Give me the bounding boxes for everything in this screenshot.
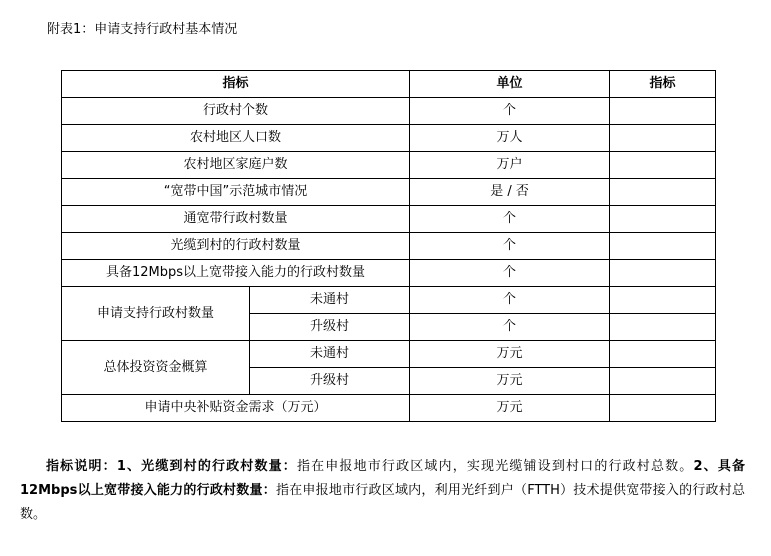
- row-unit: 万元: [410, 395, 610, 422]
- row-value-cell[interactable]: [610, 368, 716, 395]
- table-row: [62, 341, 716, 368]
- row-value-cell[interactable]: [610, 287, 716, 314]
- note-item1-title: 1、光缆到村的行政村数量：: [116, 459, 297, 474]
- row-label: 通宽带行政村数量: [62, 206, 410, 233]
- row-unit: 万元: [410, 368, 610, 395]
- note-item1-text: 指在申报地市行政区域内，实现光缆铺设到村口的行政村总数。: [296, 459, 694, 474]
- row-value-cell[interactable]: [610, 341, 716, 368]
- row-unit: 个: [410, 206, 610, 233]
- row-unit: 万户: [410, 152, 610, 179]
- note-item2-title: 2、具备12Mbps以上宽带接入能力的行政村数量：: [20, 459, 745, 498]
- header-unit: 单位: [410, 71, 610, 98]
- row-unit: 个: [410, 314, 610, 341]
- group-label: 申请支持行政村数量: [62, 287, 250, 341]
- table-row: [62, 125, 716, 152]
- row-unit: 万人: [410, 125, 610, 152]
- table-row: [62, 287, 716, 314]
- row-value-cell[interactable]: [610, 98, 716, 125]
- indicator-notes: [20, 455, 745, 527]
- row-unit: 个: [410, 260, 610, 287]
- row-value-cell[interactable]: [610, 395, 716, 422]
- row-label: “宽带中国”示范城市情况: [62, 179, 410, 206]
- row-value-cell[interactable]: [610, 152, 716, 179]
- note-heading: 指标说明：: [46, 459, 117, 474]
- row-label: 农村地区人口数: [62, 125, 410, 152]
- table-row: [62, 98, 716, 125]
- table-row: [62, 206, 716, 233]
- row-label: 具备12Mbps以上宽带接入能力的行政村数量: [62, 260, 410, 287]
- table-header-row: [62, 71, 716, 98]
- table-row: [62, 260, 716, 287]
- row-value-cell[interactable]: [610, 125, 716, 152]
- subrow-label: 未通村: [250, 287, 410, 314]
- header-indicator-value: 指标: [610, 71, 716, 98]
- village-info-table: [61, 70, 716, 422]
- table-row: [62, 179, 716, 206]
- note-item2-text: 指在申报地市行政区域内，利用光纤到户（FTTH）技术提供宽带接入的行政村总数。: [20, 483, 745, 522]
- subrow-label: 升级村: [250, 314, 410, 341]
- row-label: 行政村个数: [62, 98, 410, 125]
- row-unit: 个: [410, 287, 610, 314]
- row-unit: 个: [410, 98, 610, 125]
- row-value-cell[interactable]: [610, 179, 716, 206]
- row-label: 申请中央补贴资金需求（万元）: [62, 395, 410, 422]
- group-label: 总体投资资金概算: [62, 341, 250, 395]
- table-row: [62, 395, 716, 422]
- row-value-cell[interactable]: [610, 233, 716, 260]
- row-label: 农村地区家庭户数: [62, 152, 410, 179]
- subrow-label: 升级村: [250, 368, 410, 395]
- row-unit: 是 / 否: [410, 179, 610, 206]
- row-value-cell[interactable]: [610, 206, 716, 233]
- header-indicator: 指标: [62, 71, 410, 98]
- row-unit: 个: [410, 233, 610, 260]
- table-row: [62, 233, 716, 260]
- row-value-cell[interactable]: [610, 314, 716, 341]
- table-row: [62, 152, 716, 179]
- row-unit: 万元: [410, 341, 610, 368]
- subrow-label: 未通村: [250, 341, 410, 368]
- table-caption: 附表1：申请支持行政村基本情况: [47, 22, 238, 37]
- row-value-cell[interactable]: [610, 260, 716, 287]
- row-label: 光缆到村的行政村数量: [62, 233, 410, 260]
